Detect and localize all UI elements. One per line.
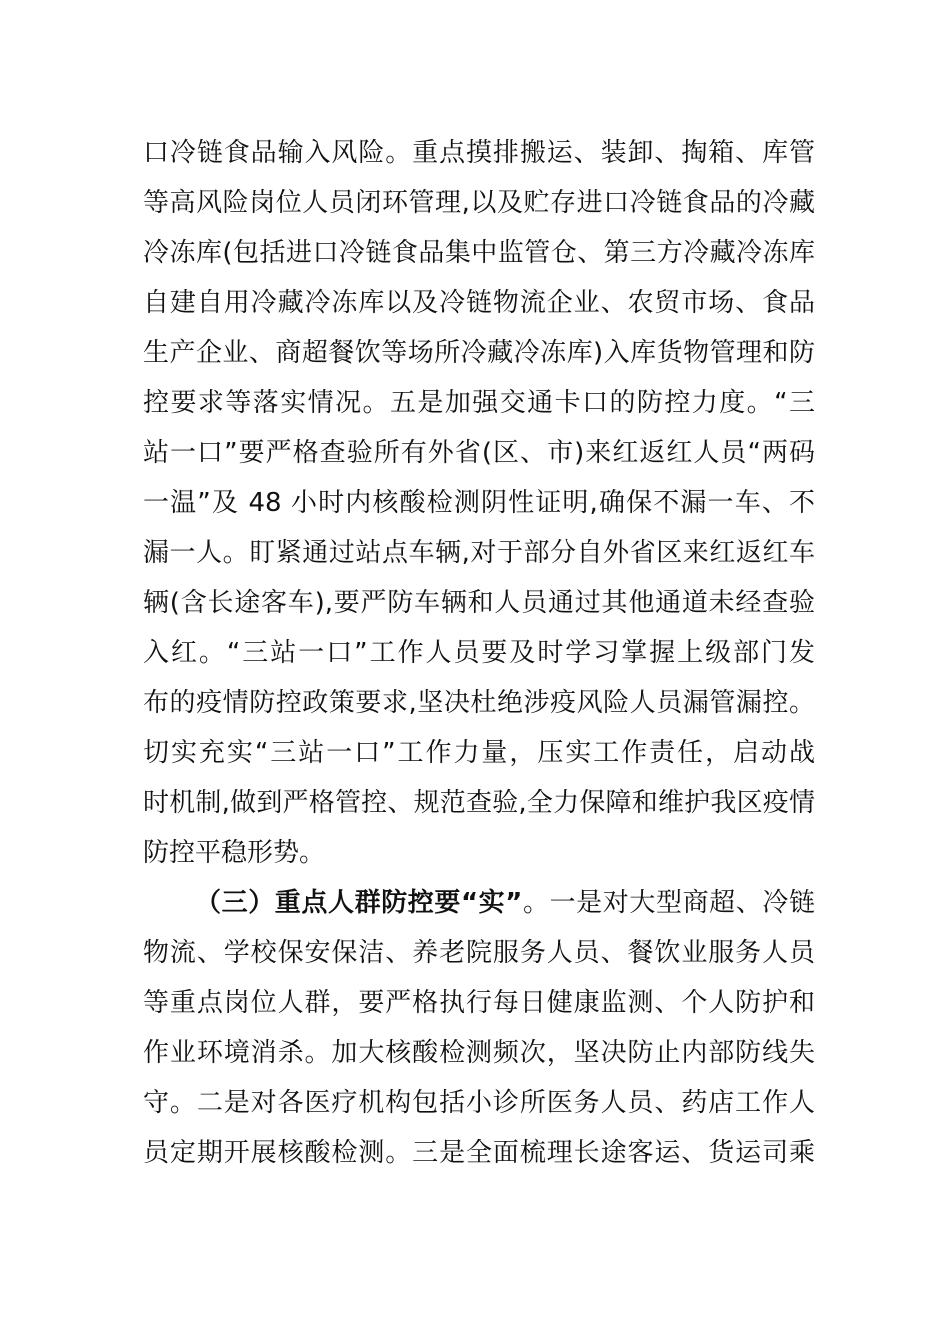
text-line: 辆(含长途客车),要严防车辆和人员通过其他通道未经查验: [143, 588, 815, 618]
text-line: 漏一人。盯紧通过站点车辆,对于部分自外省区来红返红车: [143, 538, 815, 568]
text-line: 生产企业、商超餐饮等场所冷藏冷冻库)入库货物管理和防: [143, 338, 815, 368]
text-line: 等高风险岗位人员闭环管理,以及贮存进口冷链食品的冷藏: [143, 188, 815, 218]
text-line: 入红。“三站一口”工作人员要及时学习掌握上级部门发: [143, 638, 815, 668]
document-body: [143, 128, 815, 1178]
text-line: 等重点岗位人群，要严格执行每日健康监测、个人防护和: [143, 988, 815, 1018]
text-line: 员定期开展核酸检测。三是全面梳理长途客运、货运司乘: [143, 1138, 815, 1168]
text-line: 作业环境消杀。加大核酸检测频次，坚决防止内部防线失: [143, 1038, 815, 1068]
text-line: 一温”及 48 小时内核酸检测阴性证明,确保不漏一车、不: [143, 488, 815, 518]
text-line: 守。二是对各医疗机构包括小诊所医务人员、药店工作人: [143, 1088, 815, 1118]
text-line: 切实充实“三站一口”工作力量，压实工作责任，启动战: [143, 738, 815, 768]
text-line: 口冷链食品输入风险。重点摸排搬运、装卸、掏箱、库管: [143, 138, 815, 168]
text-line: 防控平稳形势。: [143, 838, 326, 868]
section-heading-rest: 。一是对大型商超、冷链: [522, 888, 815, 918]
text-line: 布的疫情防控政策要求,坚决杜绝涉疫风险人员漏管漏控。: [143, 688, 815, 718]
text-line: 自建自用冷藏冷冻库以及冷链物流企业、农贸市场、食品: [143, 288, 815, 318]
section-heading-line: [143, 878, 815, 928]
text-line: 冷冻库(包括进口冷链食品集中监管仓、第三方冷藏冷冻库: [143, 238, 815, 268]
text-line: 站一口”要严格查验所有外省(区、市)来红返红人员“两码: [143, 438, 815, 468]
text-line: 控要求等落实情况。五是加强交通卡口的防控力度。“三: [143, 388, 815, 418]
text-line: 时机制,做到严格管控、规范查验,全力保障和维护我区疫情: [143, 788, 815, 818]
section-heading: （三）重点人群防控要“实”: [195, 888, 523, 918]
text-line: 物流、学校保安保洁、养老院服务人员、餐饮业服务人员: [143, 938, 815, 968]
